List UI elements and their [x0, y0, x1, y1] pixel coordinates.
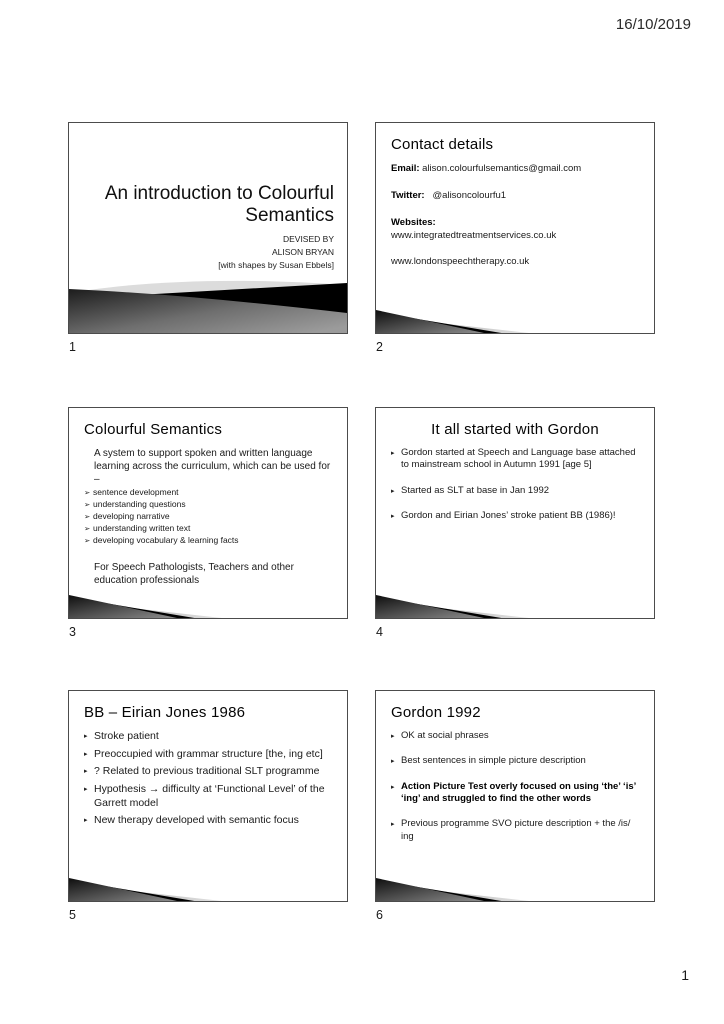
list-item: ▸ Best sentences in simple picture description [391, 755, 586, 767]
slide-title: It all started with Gordon [431, 421, 599, 438]
contact-email-row [391, 162, 639, 176]
twitter-label: Twitter: [391, 189, 425, 201]
outro-paragraph: For Speech Pathologists, Teachers and other education professionals [94, 562, 294, 587]
corner-swoosh-graphic [376, 588, 529, 618]
corner-swoosh-graphic [69, 871, 222, 901]
slide-1 [68, 122, 348, 334]
intro-paragraph: A system to support spoken and written language learning across the curriculum, which can be used for – [94, 448, 331, 485]
slide-content [69, 408, 347, 587]
slide-number-label: 4 [376, 625, 383, 639]
title-footer-swoosh-graphic [69, 275, 347, 333]
list-item: ▸ Action Picture Test overly focused on using ‘the’ ‘is’ ‘ing’ and struggled to find the other words [391, 780, 636, 805]
list-item: ▸ Stroke patient [84, 730, 159, 742]
corner-swoosh-graphic [376, 871, 529, 901]
slide-cell-2 [375, 122, 655, 354]
email-label: Email: [391, 163, 420, 174]
bullet-icon: ▸ [84, 768, 88, 776]
sub-bullet-icon: ➢ [84, 488, 91, 497]
subtitle-line: DEVISED BY [282, 234, 334, 245]
sub-bullet-icon: ➢ [84, 523, 91, 533]
list-item: ▸ Preoccupied with grammar structure [the, ing etc] [84, 747, 323, 760]
slide-number-label: 2 [376, 340, 383, 354]
slide-content [376, 123, 654, 269]
list-item: ▸ Started as SLT at base in Jan 1992 [391, 484, 550, 496]
list-item: ➢ sentence development [84, 487, 179, 497]
bullet-icon: ▸ [84, 785, 88, 793]
slide-cell-1 [68, 122, 348, 354]
subtitle-line: [with shapes by Susan Ebbels] [218, 259, 334, 270]
slide-number-label: 1 [69, 340, 76, 354]
slide-content [376, 408, 654, 522]
title-block [69, 183, 347, 271]
list-item: ▸ Hypothesis → difficulty at ‘Functional Level’ of the Garrett model [84, 782, 325, 809]
slide-content [69, 691, 347, 828]
slide-content [376, 691, 654, 843]
slide-title: Contact details [391, 136, 494, 153]
bullet-icon: ▸ [391, 821, 395, 829]
slide-5 [68, 690, 348, 902]
slide-title: BB – Eirian Jones 1986 [84, 704, 246, 721]
list-item: ➢ understanding questions [84, 498, 186, 509]
bullet-icon: ▸ [391, 758, 395, 766]
website-url: www.integratedtreatmentservices.co.uk [391, 230, 557, 242]
bullet-icon: ▸ [84, 733, 88, 740]
slide-3 [68, 407, 348, 619]
sub-bullet-icon: ➢ [84, 499, 91, 509]
list-item: ▸ Gordon and Eirian Jones’ stroke patient BB (1986)! [391, 510, 616, 522]
slide-title: Colourful Semantics [84, 421, 223, 438]
bullet-icon: ▸ [84, 817, 88, 825]
slide-number-label: 3 [69, 625, 76, 639]
list-item: ➢ developing vocabulary & learning facts [84, 534, 239, 545]
websites-label: Websites: [391, 216, 436, 228]
list-item: ▸ New therapy developed with semantic focus [84, 814, 299, 827]
sub-bullet-icon: ➢ [84, 511, 91, 521]
slide-6 [375, 690, 655, 902]
corner-swoosh-graphic [376, 303, 529, 333]
list-item: ▸ Previous programme SVO picture description + the /is/ ing [391, 818, 631, 842]
bullet-list [391, 447, 639, 522]
bullet-list [391, 730, 639, 843]
slide-2 [375, 122, 655, 334]
slide-number-label: 6 [376, 908, 383, 922]
slide-title: Gordon 1992 [391, 704, 481, 721]
presentation-subtitle [69, 233, 334, 271]
slide-cell-4 [375, 407, 655, 639]
page-number: 1 [681, 967, 689, 983]
bullet-icon: ▸ [391, 513, 395, 521]
bullet-icon: ▸ [84, 750, 88, 758]
subtitle-line: ALISON BRYAN [271, 246, 334, 257]
slide-cell-6 [375, 690, 655, 922]
list-item: ➢ developing narrative [84, 510, 170, 521]
presentation-title: An introduction to Colourful Semantics [104, 183, 334, 227]
list-item: ➢ understanding written text [84, 522, 191, 533]
twitter-value: @alisoncolourfu1 [432, 189, 507, 201]
slide-4 [375, 407, 655, 619]
bullet-icon: ▸ [391, 450, 395, 457]
sub-bullet-icon: ➢ [84, 535, 91, 545]
sub-bullet-list [84, 487, 332, 546]
list-item: ▸ OK at social phrases [391, 730, 489, 741]
bullet-icon: ▸ [391, 783, 395, 791]
bullet-icon: ▸ [391, 733, 395, 740]
slide-cell-3 [68, 407, 348, 639]
list-item: ▸ ? Related to previous traditional SLT programme [84, 765, 320, 778]
bullet-list [84, 730, 332, 828]
corner-swoosh-graphic [69, 588, 222, 618]
website-url: www.londonspeechtherapy.co.uk [391, 256, 530, 268]
contact-websites-row [391, 216, 639, 269]
slide-number-label: 5 [69, 908, 76, 922]
bullet-icon: ▸ [391, 487, 395, 495]
header-date: 16/10/2019 [615, 16, 691, 33]
slide-cell-5 [68, 690, 348, 922]
list-item: ▸ Gordon started at Speech and Language base attached to mainstream school in Autumn 1991 [age 5] [391, 447, 636, 471]
contact-twitter-row [391, 189, 639, 203]
email-value: alison.colourfulsemantics@gmail.com [422, 163, 582, 174]
